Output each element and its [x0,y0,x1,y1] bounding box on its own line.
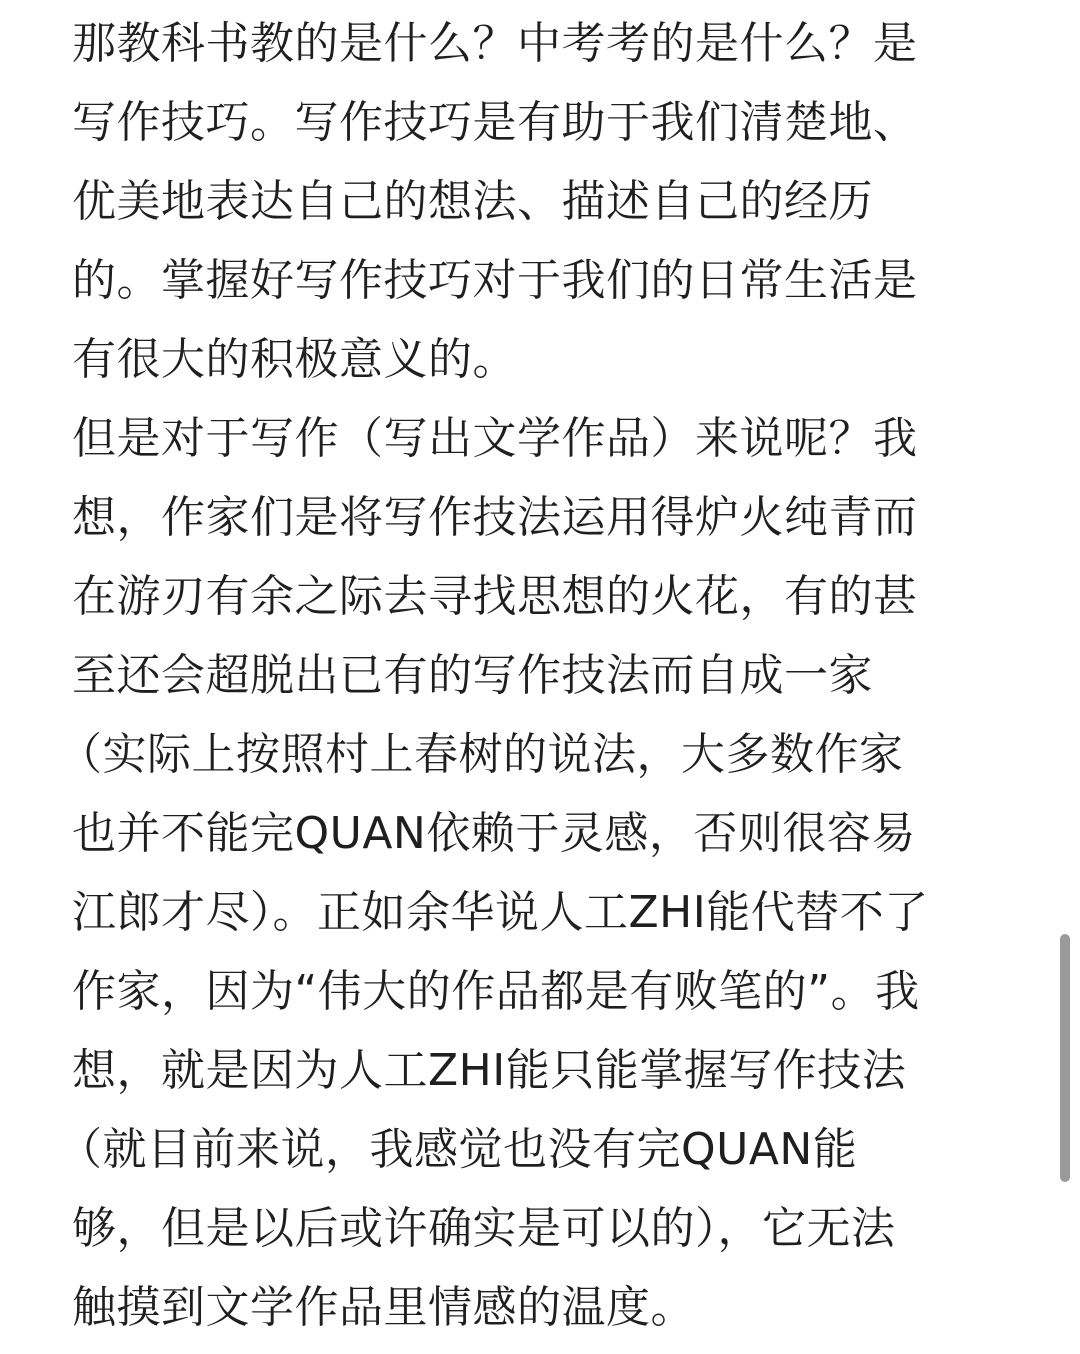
text-line: 触摸到文学作品里情感的温度。 [72,1282,695,1333]
text-line: 有很大的积极意义的。 [72,334,517,385]
text-line: 至还会超脱出已有的写作技法而自成一家 [72,650,873,701]
text-line: （就目前来说，我感觉也没有完QUAN能 [58,1124,858,1175]
text-line: 作家，因为“伟大的作品都是有败笔的”。我 [72,966,920,1017]
text-line: 想，就是因为人工ZHI能只能掌握写作技法 [72,1045,907,1096]
text-line: 写作技巧。写作技巧是有助于我们清楚地、 [72,97,918,148]
text-line: 那教科书教的是什么？中考考的是什么？是 [72,18,918,69]
text-line: （实际上按照村上春树的说法，大多数作家 [58,729,904,780]
text-line: 够，但是以后或许确实是可以的），它无法 [72,1203,896,1254]
text-line: 想，作家们是将写作技法运用得炉火纯青而 [72,492,918,543]
text-line: 但是对于写作（写出文学作品）来说呢？我 [72,413,918,464]
article-body [58,4,1012,1347]
vertical-scrollbar[interactable] [1060,934,1070,1182]
text-line: 也并不能完QUAN依赖于灵感，否则很容易 [72,808,916,859]
text-line: 优美地表达自己的想法、描述自己的经历 [72,176,873,227]
text-line: 在游刃有余之际去寻找思想的火花，有的甚 [72,571,918,622]
text-line: 的。掌握好写作技巧对于我们的日常生活是 [72,255,918,306]
text-line: 江郎才尽）。正如余华说人工ZHI能代替不了 [72,887,929,938]
